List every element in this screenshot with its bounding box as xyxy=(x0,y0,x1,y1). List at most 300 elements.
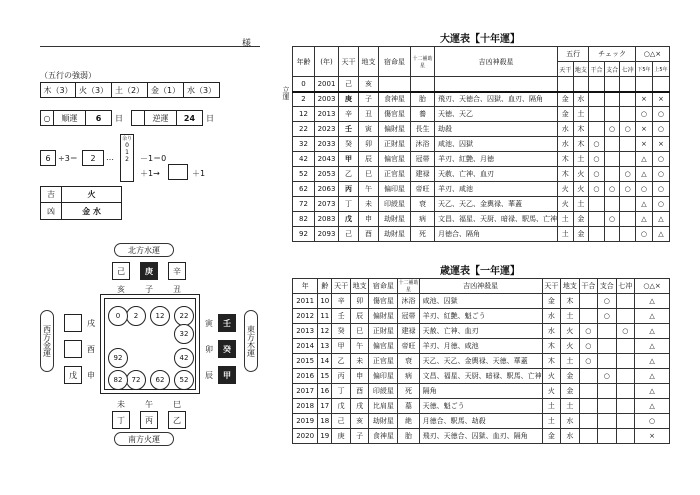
saiun-cell: 巳 xyxy=(350,324,368,339)
daiun-cell: 冠帯 xyxy=(411,152,435,167)
saiun-cell: 天乙、天乙、金輿禄、天徳、華蓋 xyxy=(419,354,542,369)
daiun-cell: 劫財星 xyxy=(379,212,411,227)
daiun-cell: 月徳合、隔角 xyxy=(435,227,558,242)
saiun-cell: 火 xyxy=(542,369,560,384)
daiun-cell xyxy=(589,212,605,227)
saiun-cell: 死 xyxy=(398,384,419,399)
saiun-header: 干合 xyxy=(579,279,597,294)
circle-52: 52 xyxy=(174,370,194,390)
daiun-cell: ○ xyxy=(652,152,669,167)
daiun-cell: ○ xyxy=(635,182,652,197)
saiun-cell xyxy=(579,309,597,324)
saiun-cell: 火 xyxy=(561,339,579,354)
saiun-header: 年 xyxy=(293,279,318,294)
daiun-cell: 木 xyxy=(573,137,589,152)
daiun-cell: 衰 xyxy=(411,197,435,212)
daiun-cell xyxy=(620,227,636,242)
daiun-cell: 正財星 xyxy=(379,137,411,152)
daiun-cell: 寅 xyxy=(359,122,379,137)
west-stem-1 xyxy=(64,314,82,332)
daiun-cell: ○ xyxy=(620,167,636,182)
saiun-cell: 16 xyxy=(318,384,332,399)
saiun-cell: 水 xyxy=(542,324,560,339)
saiun-cell: 衰 xyxy=(398,354,419,369)
daiun-cell xyxy=(620,92,636,107)
saiun-cell: △ xyxy=(635,309,670,324)
daiun-cell: 亥 xyxy=(359,77,379,92)
daiun-cell: 火 xyxy=(573,182,589,197)
daiun-cell: 傷官星 xyxy=(379,107,411,122)
north-label: 北方水運 xyxy=(114,243,174,257)
daiun-cell: 正官星 xyxy=(379,167,411,182)
saiun-cell: 月徳合、駅馬、劫殺 xyxy=(419,414,542,429)
saiun-cell: 午 xyxy=(350,339,368,354)
daiun-cell: ○ xyxy=(589,167,605,182)
calc-a: 6 xyxy=(40,150,56,166)
daiun-cell: 金 xyxy=(573,212,589,227)
daiun-cell: ○ xyxy=(652,107,669,122)
daiun-cell: 卯 xyxy=(359,137,379,152)
daiun-cell: 土 xyxy=(558,212,574,227)
daiun-cell: 偏印星 xyxy=(379,182,411,197)
daiun-cell: 養 xyxy=(411,107,435,122)
saiun-cell xyxy=(598,324,616,339)
north-branch-1: 亥 xyxy=(117,285,125,294)
name-underline xyxy=(40,46,260,47)
saiun-cell: 19 xyxy=(318,429,332,444)
saiun-row xyxy=(293,309,670,324)
daiun-cell: 2093 xyxy=(315,227,339,242)
daiun-cell: 劫財星 xyxy=(379,227,411,242)
calc-dots: … xyxy=(106,153,114,162)
saiun-cell: ○ xyxy=(598,294,616,309)
daiun-h-stem: 天干 xyxy=(339,47,359,77)
gyaku-unit: 日 xyxy=(206,113,214,123)
circle-0: 0 xyxy=(108,306,128,326)
saiun-cell: 17 xyxy=(318,399,332,414)
jun-value: 6 xyxy=(86,110,112,126)
amari-0: 0 xyxy=(125,142,129,149)
daiun-cell xyxy=(379,77,411,92)
saiun-cell: 2017 xyxy=(293,384,318,399)
kichi-label: 吉 xyxy=(40,186,62,203)
circle-32: 32 xyxy=(174,324,194,344)
daiun-cell: 羊刃、紅艶、月徳 xyxy=(435,152,558,167)
west-branch-1: 戌 xyxy=(87,319,95,328)
saiun-cell: 酉 xyxy=(350,384,368,399)
daiun-cell xyxy=(604,92,620,107)
saiun-cell: △ xyxy=(635,294,670,309)
saiun-cell: 水 xyxy=(561,414,579,429)
saiun-cell xyxy=(616,354,634,369)
daiun-cell: 土 xyxy=(573,152,589,167)
daiun-cell xyxy=(604,197,620,212)
saiun-cell: ○ xyxy=(598,369,616,384)
daiun-cell: 癸 xyxy=(339,137,359,152)
saiun-cell: 2012 xyxy=(293,309,318,324)
saiun-cell: △ xyxy=(635,339,670,354)
saiun-cell: 卯 xyxy=(350,294,368,309)
daiun-cell: 2043 xyxy=(315,152,339,167)
south-stem-3: 乙 xyxy=(168,411,186,429)
daiun-sh-shichichu: 七冲 xyxy=(620,62,636,77)
saiun-cell: 18 xyxy=(318,414,332,429)
saiun-cell: 咸池、囚獄 xyxy=(419,294,542,309)
saiun-cell: 墓 xyxy=(398,399,419,414)
daiun-cell: 丙 xyxy=(339,182,359,197)
daiun-cell: 2001 xyxy=(315,77,339,92)
daiun-h-aux: 十二補助星 xyxy=(411,47,435,77)
daiun-cell: 偏官星 xyxy=(379,152,411,167)
amari-box xyxy=(120,134,134,182)
daiun-cell: ○ xyxy=(620,182,636,197)
saiun-cell: 丁 xyxy=(332,384,350,399)
saiun-cell: 15 xyxy=(318,369,332,384)
daiun-sh-upper: 上5年 xyxy=(652,62,669,77)
saiun-cell: 土 xyxy=(561,354,579,369)
daiun-cell: ○ xyxy=(652,167,669,182)
daiun-cell xyxy=(620,212,636,227)
amari-label: 余り xyxy=(121,136,132,142)
saiun-cell: 2020 xyxy=(293,429,318,444)
daiun-cell: 金 xyxy=(558,107,574,122)
gogyo-row xyxy=(40,82,220,98)
daiun-cell: 2013 xyxy=(315,107,339,122)
saiun-cell: 戌 xyxy=(350,399,368,414)
daiun-cell: 天徳、天乙 xyxy=(435,107,558,122)
daiun-cell xyxy=(589,227,605,242)
daiun-cell: 2053 xyxy=(315,167,339,182)
saiun-cell: ○ xyxy=(635,414,670,429)
west-label: 西方金運 xyxy=(40,310,54,372)
daiun-row xyxy=(293,122,670,137)
daiun-sh-kango: 干合 xyxy=(589,62,605,77)
daiun-cell: 2083 xyxy=(315,212,339,227)
south-stem-1: 丁 xyxy=(112,411,130,429)
daiun-cell: 2003 xyxy=(315,92,339,107)
daiun-cell: ○ xyxy=(652,122,669,137)
daiun-cell: △ xyxy=(635,197,652,212)
saiun-cell: 偏官星 xyxy=(369,339,398,354)
daiun-cell: 建禄 xyxy=(411,167,435,182)
calc-div: ÷3＝ xyxy=(58,154,78,163)
saiun-cell xyxy=(598,384,616,399)
daiun-cell: 食神星 xyxy=(379,92,411,107)
daiun-cell: 胎 xyxy=(411,92,435,107)
calc-e2: ＋1→ xyxy=(140,169,160,178)
circle-92: 92 xyxy=(108,348,128,368)
daiun-cell: ○ xyxy=(589,137,605,152)
saiun-header: 天干 xyxy=(332,279,350,294)
daiun-cell: 12 xyxy=(293,107,315,122)
calc-result xyxy=(168,164,188,180)
kichi-value: 火 xyxy=(62,186,122,203)
saiun-cell: 2013 xyxy=(293,324,318,339)
saiun-cell: 印綬星 xyxy=(369,384,398,399)
daiun-sh-shigo: 支合 xyxy=(604,62,620,77)
daiun-cell: 甲 xyxy=(339,152,359,167)
saiun-cell: △ xyxy=(635,369,670,384)
gogyo-fire: 火（3） xyxy=(76,82,112,98)
saiun-cell xyxy=(598,414,616,429)
saiun-cell: 11 xyxy=(318,309,332,324)
circle-12: 12 xyxy=(150,306,170,326)
gyaku-label: 逆運 xyxy=(145,110,177,126)
daiun-cell: ○ xyxy=(604,182,620,197)
daiun-cell xyxy=(635,77,652,92)
south-label: 南方火運 xyxy=(114,432,174,446)
amari-2: 2 xyxy=(125,156,129,163)
daiun-cell: 0 xyxy=(293,77,315,92)
daiun-cell: △ xyxy=(652,212,669,227)
calc-b: 2 xyxy=(82,150,104,166)
saiun-cell xyxy=(579,414,597,429)
saiun-cell: △ xyxy=(635,384,670,399)
daiun-cell: 羊刃、咸池 xyxy=(435,182,558,197)
daiun-cell: 庚 xyxy=(339,92,359,107)
daiun-row xyxy=(293,167,670,182)
daiun-cell: 天赦、亡神、血刃 xyxy=(435,167,558,182)
daiun-cell: 52 xyxy=(293,167,315,182)
daiun-cell: 22 xyxy=(293,122,315,137)
saiun-cell: 食神星 xyxy=(369,429,398,444)
daiun-cell: ○ xyxy=(652,197,669,212)
daiun-cell: 病 xyxy=(411,212,435,227)
daiun-cell: 丑 xyxy=(359,107,379,122)
daiun-cell: × xyxy=(652,92,669,107)
daiun-cell: 92 xyxy=(293,227,315,242)
daiun-sh-stem: 天干 xyxy=(558,62,574,77)
saiun-cell: 金 xyxy=(561,384,579,399)
saiun-cell: 2015 xyxy=(293,354,318,369)
daiun-h-age: 年齢 xyxy=(293,47,315,77)
east-label: 東方木運 xyxy=(244,310,258,372)
daiun-row xyxy=(293,182,670,197)
daiun-cell: 2 xyxy=(293,92,315,107)
daiun-cell: 帝旺 xyxy=(411,182,435,197)
saiun-cell: 庚 xyxy=(332,429,350,444)
daiun-cell xyxy=(604,137,620,152)
saiun-cell xyxy=(616,414,634,429)
daiun-cell: ○ xyxy=(652,182,669,197)
jun-unit: 日 xyxy=(115,113,123,123)
daiun-cell xyxy=(558,77,574,92)
daiun-cell: × xyxy=(652,137,669,152)
saiun-header: 地支 xyxy=(350,279,368,294)
saiun-cell: 隔角 xyxy=(419,384,542,399)
saiun-cell: 土 xyxy=(561,309,579,324)
saiun-header: 天干 xyxy=(542,279,560,294)
saiun-cell xyxy=(616,384,634,399)
daiun-cell xyxy=(620,152,636,167)
daiun-cell: 土 xyxy=(573,107,589,122)
daiun-cell: × xyxy=(635,122,652,137)
daiun-cell xyxy=(604,167,620,182)
saiun-header: 七冲 xyxy=(616,279,634,294)
saiun-row xyxy=(293,429,670,444)
saiun-cell: 文昌、福星、天厨、暗禄、駅馬、亡神 xyxy=(419,369,542,384)
saiun-cell: 2011 xyxy=(293,294,318,309)
daiun-cell: 土 xyxy=(573,197,589,212)
saiun-cell: 偏財星 xyxy=(369,309,398,324)
saiun-cell: 正財星 xyxy=(369,324,398,339)
saiun-row xyxy=(293,354,670,369)
saiun-cell: 乙 xyxy=(332,354,350,369)
north-stem-2: 庚 xyxy=(140,262,158,280)
daiun-cell: 子 xyxy=(359,92,379,107)
saiun-cell: 13 xyxy=(318,339,332,354)
daiun-cell: 木 xyxy=(558,152,574,167)
saiun-cell: 水 xyxy=(561,429,579,444)
daiun-cell: 飛刃、天徳合、囚獄、血刃、隔角 xyxy=(435,92,558,107)
north-stem-3: 辛 xyxy=(168,262,186,280)
north-stem-1: 己 xyxy=(112,262,130,280)
daiun-cell: 辰 xyxy=(359,152,379,167)
east-stem-3: 甲 xyxy=(218,366,236,384)
gogyo-wood: 木（3） xyxy=(40,82,76,98)
kyo-label: 凶 xyxy=(40,203,62,220)
daiun-cell: × xyxy=(635,92,652,107)
circle-2: 2 xyxy=(126,306,146,326)
daiun-cell: 2023 xyxy=(315,122,339,137)
saiun-cell xyxy=(616,309,634,324)
saiun-cell xyxy=(616,294,634,309)
saiun-header: ○△× xyxy=(635,279,670,294)
saiun-cell: 申 xyxy=(350,369,368,384)
daiun-row xyxy=(293,227,670,242)
saiun-cell: 2014 xyxy=(293,339,318,354)
daiun-cell: 水 xyxy=(573,92,589,107)
daiun-cell: 沐浴 xyxy=(411,137,435,152)
daiun-cell: 長生 xyxy=(411,122,435,137)
circle-82: 82 xyxy=(108,370,128,390)
saiun-cell: 胎 xyxy=(398,429,419,444)
saiun-cell: 土 xyxy=(561,399,579,414)
circle-22: 22 xyxy=(174,306,194,326)
saiun-cell: 比肩星 xyxy=(369,399,398,414)
saiun-cell xyxy=(616,399,634,414)
daiun-cell: 戊 xyxy=(339,212,359,227)
daiun-cell xyxy=(604,107,620,122)
south-branch-2: 午 xyxy=(145,400,153,409)
daiun-cell: △ xyxy=(635,152,652,167)
daiun-cell: × xyxy=(635,137,652,152)
east-branch-3: 辰 xyxy=(205,371,213,380)
saiun-cell: 甲 xyxy=(332,339,350,354)
daiun-cell: ○ xyxy=(604,122,620,137)
saiun-cell xyxy=(579,369,597,384)
east-branch-2: 卯 xyxy=(205,345,213,354)
daiun-cell: 水 xyxy=(558,137,574,152)
saiun-row xyxy=(293,384,670,399)
north-branch-2: 子 xyxy=(145,285,153,294)
daiun-sh-branch: 地支 xyxy=(573,62,589,77)
daiun-cell: 土 xyxy=(558,227,574,242)
saiun-header: 吉凶神殺星 xyxy=(419,279,542,294)
daiun-h-gogyo: 五行 xyxy=(558,47,589,62)
daiun-cell: 天乙、天乙、金輿禄、華蓋 xyxy=(435,197,558,212)
saiun-cell: 金 xyxy=(542,294,560,309)
daiun-cell: 丁 xyxy=(339,197,359,212)
daiun-title: 大運表【十年運】 xyxy=(440,34,520,45)
saiun-cell: △ xyxy=(635,324,670,339)
daiun-h-result: ○△× xyxy=(635,47,669,62)
daiun-cell: 未 xyxy=(359,197,379,212)
daiun-cell: △ xyxy=(635,212,652,227)
saiun-cell xyxy=(598,339,616,354)
saiun-cell: 羊刃、月徳、咸池 xyxy=(419,339,542,354)
saiun-cell xyxy=(579,294,597,309)
daiun-cell xyxy=(435,77,558,92)
daiun-cell: 己 xyxy=(339,77,359,92)
gogyo-title: （五行の強弱） xyxy=(40,71,96,80)
kyo-value: 金 水 xyxy=(62,203,122,220)
saiun-cell: 火 xyxy=(542,384,560,399)
daiun-cell xyxy=(620,77,636,92)
saiun-cell: ○ xyxy=(579,354,597,369)
daiun-cell: ○ xyxy=(620,122,636,137)
saiun-cell xyxy=(579,399,597,414)
saiun-cell: ○ xyxy=(616,324,634,339)
saiun-header: 支合 xyxy=(598,279,616,294)
saiun-cell: 羊刃、紅艶、魁ごう xyxy=(419,309,542,324)
daiun-cell xyxy=(604,152,620,167)
daiun-row xyxy=(293,137,670,152)
daiun-cell: 2063 xyxy=(315,182,339,197)
daiun-row xyxy=(293,212,670,227)
daiun-sh-lower: 下5年 xyxy=(635,62,652,77)
daiun-cell: 木 xyxy=(558,167,574,182)
east-branch-1: 寅 xyxy=(205,319,213,328)
saiun-cell: 偏印星 xyxy=(369,369,398,384)
saiun-cell: ○ xyxy=(598,309,616,324)
daiun-cell: 咸池、囚獄 xyxy=(435,137,558,152)
daiun-cell xyxy=(620,107,636,122)
daiun-side-label: 立運 xyxy=(282,86,290,100)
saiun-cell: 金 xyxy=(561,369,579,384)
daiun-cell xyxy=(604,227,620,242)
daiun-cell: 金 xyxy=(558,92,574,107)
daiun-cell: 印綬星 xyxy=(379,197,411,212)
daiun-cell xyxy=(589,197,605,212)
daiun-cell: 乙 xyxy=(339,167,359,182)
daiun-row xyxy=(293,92,670,107)
daiun-cell: △ xyxy=(635,167,652,182)
daiun-cell: 酉 xyxy=(359,227,379,242)
jun-check-circle: ○ xyxy=(40,110,54,126)
saiun-cell: 帝旺 xyxy=(398,339,419,354)
circle-42: 42 xyxy=(174,348,194,368)
saiun-cell: 土 xyxy=(542,399,560,414)
saiun-cell xyxy=(579,384,597,399)
saiun-cell: 建禄 xyxy=(398,324,419,339)
saiun-row xyxy=(293,369,670,384)
saiun-cell: × xyxy=(635,429,670,444)
gogyo-water: 水（3） xyxy=(184,82,220,98)
daiun-cell xyxy=(589,92,605,107)
daiun-cell: 32 xyxy=(293,137,315,152)
saiun-table xyxy=(292,278,670,444)
daiun-cell: 火 xyxy=(558,197,574,212)
saiun-cell: 正官星 xyxy=(369,354,398,369)
daiun-cell: 文昌、福星、天厨、暗禄、駅馬、亡神 xyxy=(435,212,558,227)
daiun-cell xyxy=(411,77,435,92)
west-stem-2 xyxy=(64,340,82,358)
saiun-cell: 沐浴 xyxy=(398,294,419,309)
daiun-cell: 62 xyxy=(293,182,315,197)
saiun-cell: 2018 xyxy=(293,399,318,414)
daiun-cell: 偏財星 xyxy=(379,122,411,137)
